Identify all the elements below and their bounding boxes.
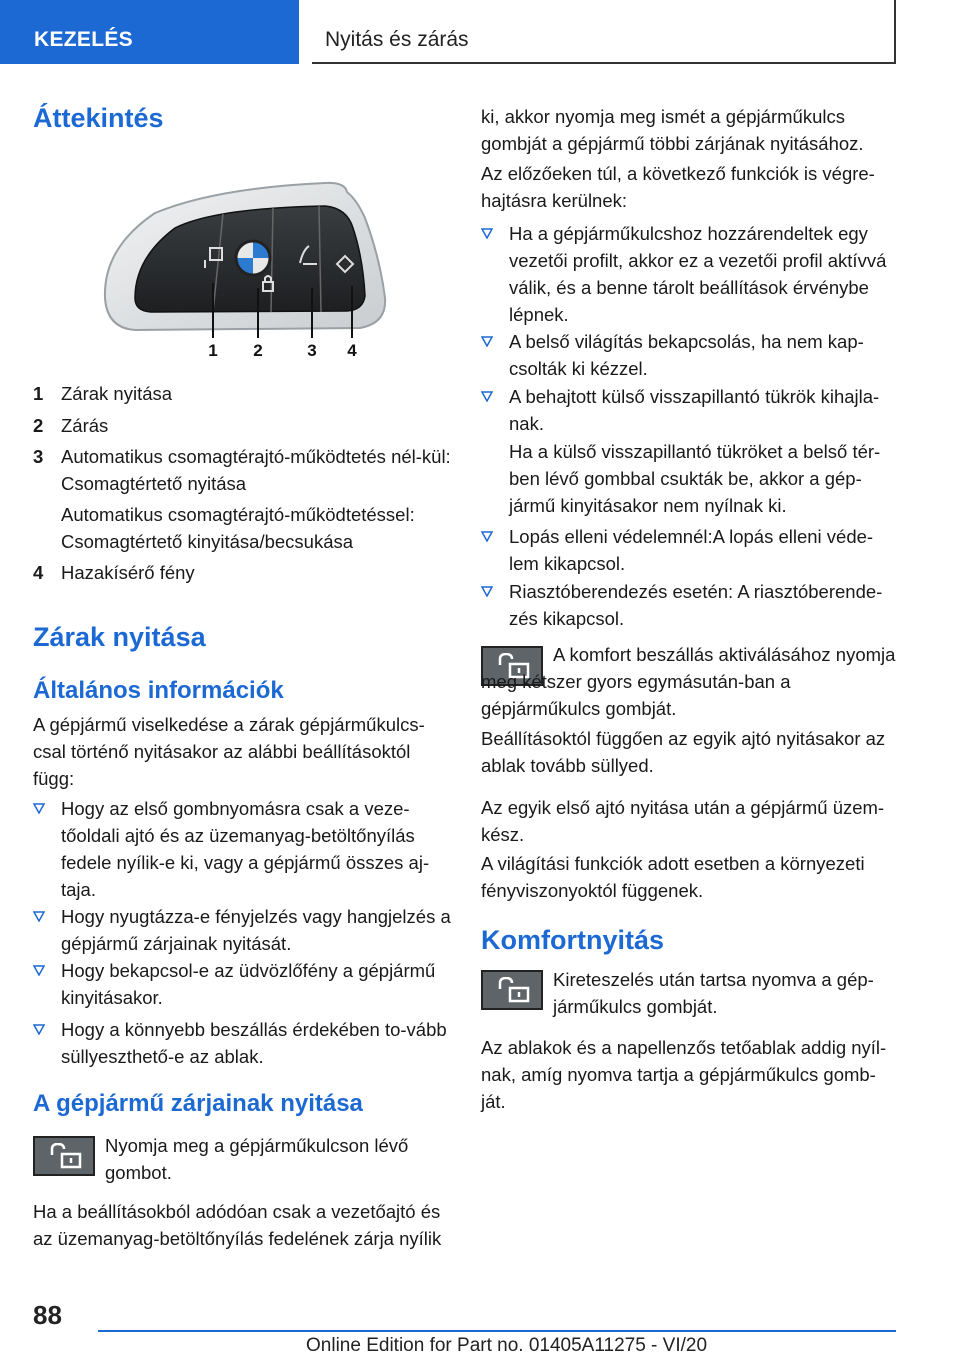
triangle-bullet-icon [481, 336, 493, 347]
list-item [481, 220, 899, 328]
header-title-box [312, 0, 896, 64]
triangle-bullet-icon [481, 391, 493, 402]
callout-4: 4 [347, 341, 357, 360]
list-item [33, 957, 451, 1011]
door-window-text: Beállításoktól függően az egyik ajtó nyitásakor az ablak tovább süllyed. [481, 728, 886, 776]
ready-text: Az egyik első ajtó nyitása után a gépjármű üzem-kész. [481, 797, 885, 845]
general-info-text: A gépjármű viselkedése a zárak gépjárműkulcs-csal történő nyitásakor az alábbi beállításoktól függ: [33, 714, 425, 789]
header-title: Nyitás és zárás [325, 28, 469, 51]
list-item-text: Ha a gépjárműkulcshoz hozzárendeltek egy vezetői profilt, akkor ez a vezetői profil aktívvá válik, és a benne tárolt beállítások érvénybe lépnek. [509, 223, 887, 325]
legend-number: 1 [33, 383, 44, 404]
legend-item [33, 443, 451, 497]
legend-number: 4 [33, 562, 44, 583]
footer-edition: Online Edition for Part no. 01405A11275 - VI/20 [306, 1335, 708, 1356]
list-item-text: Lopás elleni védelemnél:A lopás elleni véde-lem kikapcsol. [509, 526, 874, 574]
triangle-bullet-icon [481, 228, 493, 239]
continue-text: ki, akkor nyomja meg ismét a gépjárműkulcs gombját a gépjármű többi zárjának nyitásához. [481, 106, 864, 154]
list-item-text: Riasztóberendezés esetén: A riasztóberende-zés kikapcsol. [509, 581, 883, 629]
list-item [481, 578, 899, 632]
functions-intro-text: Az előzőeken túl, a következő funkciók is végre-hajtásra kerülnek: [481, 163, 875, 211]
lighting-text: A világítási funkciók adott esetben a környezeti fényviszonyoktól függenek. [481, 853, 865, 901]
legend-item [33, 412, 451, 439]
padlock-open-icon [42, 1143, 86, 1169]
legend-text: Zárak nyitása [61, 383, 173, 404]
list-item-text: Hogy a könnyebb beszállás érdekében to-vább süllyeszthető-e az ablak. [61, 1019, 447, 1067]
settings-text: Ha a beállításokból adódóan csak a vezetőajtó és az üzemanyag-betöltőnyílás fedelének zárja nyílik [33, 1201, 442, 1249]
triangle-bullet-icon [481, 586, 493, 597]
list-item-text: Hogy bekapcsol-e az üdvözlőfény a gépjármű kinyitásakor. [61, 960, 436, 1008]
padlock-open-icon [490, 977, 534, 1003]
general-info-title: Általános információk [33, 677, 284, 704]
list-item [481, 523, 899, 577]
triangle-bullet-icon [33, 1024, 45, 1035]
press-button-text: Nyomja meg a gépjárműkulcson lévő gombot. [105, 1135, 409, 1183]
list-item [33, 903, 451, 957]
header-section-tab [0, 0, 299, 64]
list-item-extra [481, 438, 899, 519]
list-item [33, 795, 451, 903]
legend-number: 2 [33, 415, 44, 436]
comfort-entry-text: A komfort beszállás aktiválásához nyomja meg kétszer gyors egymásután-ban a gépjárműkulcs gombját. [481, 644, 896, 719]
list-item-text: Hogy az első gombnyomásra csak a veze-tőoldali ajtó és az üzemanyag-betöltőnyílás fedele nyílik-e ki, vagy a gépjármű összes aj-taja. [61, 798, 430, 900]
comfort-text: Kireteszelés után tartsa nyomva a gép-járműkulcs gombját. [553, 969, 874, 1017]
list-item-text: A behajtott külső visszapillantó tükrök kihajla-nak. [509, 386, 880, 434]
unlock-button-icon [481, 970, 543, 1010]
header-section-label: KEZELÉS [34, 28, 133, 51]
triangle-bullet-icon [33, 911, 45, 922]
comfort-title: Komfortnyitás [481, 925, 665, 955]
legend-number: 3 [33, 446, 44, 467]
list-item [481, 383, 899, 437]
list-item [33, 1016, 451, 1070]
callout-2: 2 [253, 341, 263, 360]
legend-text: Hazakísérő fény [61, 562, 195, 583]
triangle-bullet-icon [33, 803, 45, 814]
legend-item [33, 380, 451, 407]
key-fob-illustration [95, 178, 395, 360]
triangle-bullet-icon [481, 531, 493, 542]
callout-1: 1 [208, 341, 218, 360]
unlock-button-icon [33, 1136, 95, 1176]
legend-text: Zárás [61, 415, 109, 436]
list-item-extra-text: Ha a külső visszapillantó tükröket a belső tér-ben lévő gombbal csukták be, akkor a gép-jármű kinyitásakor nem nyílnak ki. [509, 441, 881, 516]
legend-extra [33, 501, 451, 555]
windows-text: Az ablakok és a napellenzős tetőablak addig nyíl-nak, amíg nyomva tartja a gépjárműkulcs gomb-ját. [481, 1037, 887, 1112]
legend-item [33, 559, 451, 586]
overview-title: Áttekintés [33, 103, 164, 133]
legend-text: Automatikus csomagtérajtó-működtetés nél-kül: Csomagtértető nyitása [61, 446, 451, 494]
list-item-text: Hogy nyugtázza-e fényjelzés vagy hangjelzés a gépjármű zárjainak nyitását. [61, 906, 451, 954]
page-number: 88 [33, 1300, 62, 1330]
legend-extra-text: Automatikus csomagtérajtó-működtetéssel: Csomagtértető kinyitása/becsukása [61, 504, 415, 552]
list-item-text: A belső világítás bekapcsolás, ha nem kap-csolták ki kézzel. [509, 331, 864, 379]
list-item [481, 328, 899, 382]
triangle-bullet-icon [33, 965, 45, 976]
callout-3: 3 [307, 341, 317, 360]
footer-divider [98, 1330, 896, 1332]
unlock-title: Zárak nyitása [33, 622, 206, 652]
vehicle-unlock-title: A gépjármű zárjainak nyitása [33, 1090, 363, 1117]
